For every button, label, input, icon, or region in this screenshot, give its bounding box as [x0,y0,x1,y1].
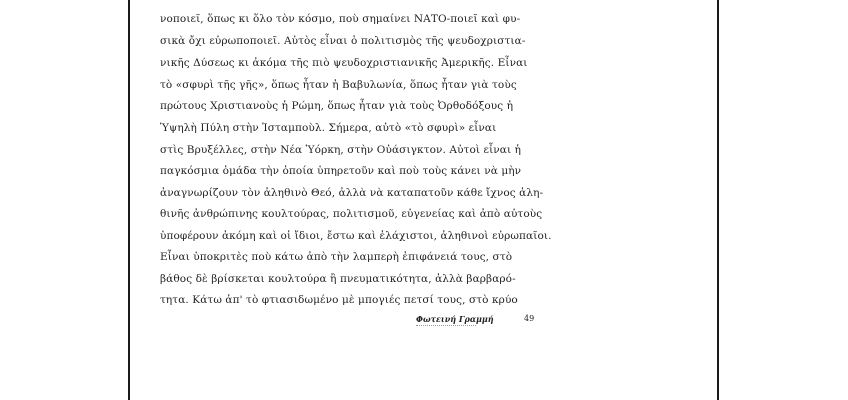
text-line: Ὑψηλὴ Πύλη στὴν Ἰσταμποὺλ. Σήμερα, αὐτὸ «τὸ σφυρὶ» εἶναι [160,122,497,134]
text-line: Εἶναι ὑποκριτὲς ποὺ κάτω ἀπὸ τὴν λαμπερὴ ἐπιφάνειά τους, στὸ [160,251,513,263]
text-line: βάθος δὲ βρίσκεται κουλτούρα ἢ πνευματικότητα, ἀλλὰ βαρβαρό- [160,273,516,285]
text-line: τητα. Κάτω ἀπ' τὸ φτιασιδωμένο μὲ μπογιές πετσί τους, στὸ κρύο [160,294,518,306]
text-line: πρώτους Χριστιανοὺς ἡ Ρώμη, ὅπως ἦταν γιὰ τοὺς Ὀρθοδόξους ἡ [160,100,514,112]
page-edge-left [128,0,130,400]
text-line: στὶς Βρυξέλλες, στὴν Νέα Ὑόρκη, στὴν Οὐάσιγκτον. Αὐτοὶ εἶναι ἡ [160,144,522,156]
text-line: σικὰ ὄχι εὐρωποποιεῖ. Αὐτὸς εἶναι ὁ πολιτισμὸς τῆς ψευδοχριστια- [160,35,526,47]
text-line: νικῆς Δύσεως κι ἀκόμα τῆς πιὸ ψευδοχριστιανικῆς Ἀμερικῆς. Εἶναι [160,57,528,69]
text-line: νοποιεῖ, ὅπως κι ὅλο τὸν κόσμο, ποὺ σημαίνει ΝΑΤΟ-ποιεῖ καὶ φυ- [160,13,521,25]
running-title-underline [416,325,476,328]
text-line: τὸ «σφυρὶ τῆς γῆς», ὅπως ἦταν ἡ Βαβυλωνία, ὅπως ἦταν γιὰ τοὺς [160,79,517,91]
text-line: ὑποφέρουν ἀκόμη καὶ οἱ ἴδιοι, ἔστω καὶ ἐλάχιστοι, ἀληθινοὶ εὐρωπαῖοι. [160,230,552,242]
text-line: παγκόσμια ὁμάδα τὴν ὁποία ὑπηρετοῦν καὶ ποὺ τοὺς κάνει νὰ μὴν [160,165,522,177]
page-edge-right [717,0,719,400]
text-line: ἀναγνωρίζουν τὸν ἀληθινὸ Θεό, ἀλλὰ νὰ καταπατοῦν κάθε ἴχνος ἀλη- [160,187,544,199]
page-number: 49 [524,314,535,323]
running-title: Φωτεινή Γραμμή [416,314,494,324]
text-line: θινῆς ἀνθρώπινης κουλτούρας, πολιτισμοῦ, εὐγενείας καὶ ἀπὸ αὐτοὺς [160,208,543,220]
